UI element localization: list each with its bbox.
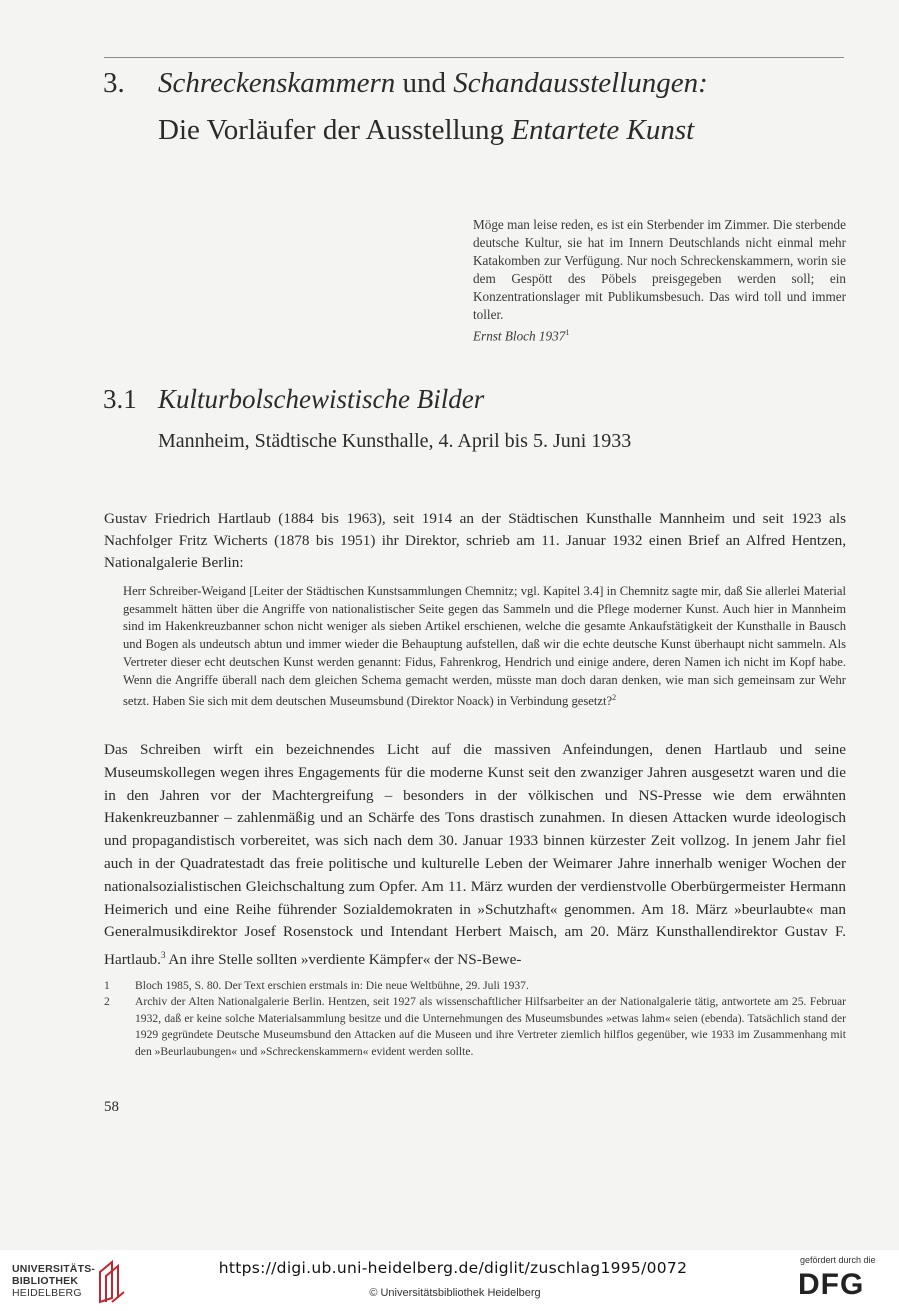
dfg-logo[interactable]: DFG bbox=[798, 1268, 865, 1301]
chapter-title-plain: Die Vorläufer der Ausstellung bbox=[158, 114, 512, 146]
epigraph-author: Ernst Bloch 1937 bbox=[473, 328, 566, 344]
section-number: 3.1 bbox=[103, 384, 137, 414]
footnote-number: 1 bbox=[104, 979, 110, 992]
section-subtitle: Mannheim, Städtische Kunsthalle, 4. April bis 5. Juni 1933 bbox=[158, 430, 632, 452]
logo-text bbox=[12, 1263, 95, 1299]
body-paragraph-2-text: Das Schreiben wirft ein bezeichnendes Licht auf die massiven Anfeindungen, denen Hartlaub und seine Museumskollegen wegen ihres Engagements für die moderne Kunst seit den zwanziger Jahren ausgesetzt waren und die in den Jahren vor der Machtergreifung – besonders in der völkischen und NS-Presse wie dem erwähnten Hakenkreuzbanner – zahlenmäßig und an Schärfe des Tons drastisch zunahmen. In diesen Attacken wurde ideologisch und propagandistisch vorbereitet, was sich nach dem 30. Januar 1933 binnen kürzester Zeit vollzog. In jenem Jahr fiel auch in der Quadratestadt das freie politische und kulturelle Leben der Weimarer Jahre innerhalb weniger Wochen der nationalsozialistischen Gleichschaltung zum Opfer. Am 11. März wurden der verdienstvolle Oberbürgermeister Hermann Heimerich und eine Reihe führender Sozialdemokraten in »Schutzhaft« genommen. Am 18. März »beurlaubte« man Generalmusikdirektor Josef Rosenstock und Intendant Herbert Maisch, am 20. März Kunsthallendirektor Gustav F. Hartlaub. bbox=[104, 741, 846, 969]
logo-line3: HEIDELBERG bbox=[12, 1287, 82, 1299]
logo-line1: UNIVERSITÄTS- bbox=[12, 1263, 96, 1275]
chapter-title-line1 bbox=[158, 67, 708, 100]
chapter-title-italic-a: Schreckenskammern bbox=[158, 67, 396, 99]
epigraph-footnote-ref: 1 bbox=[565, 328, 570, 337]
section-title: Kulturbolschewistische Bilder bbox=[158, 384, 485, 414]
body-paragraph-2 bbox=[104, 739, 846, 972]
quote-footnote-ref: 2 bbox=[612, 693, 617, 703]
page-url-link[interactable]: https://digi.ub.uni-heidelberg.de/diglit/zuschlag1995/0072 bbox=[218, 1259, 688, 1277]
footnote-text: Bloch 1985, S. 80. Der Text erschien erstmals in: Die neue Weltbühne, 29. Juli 1937. bbox=[135, 979, 529, 992]
footnote bbox=[104, 994, 846, 1060]
dfg-label: gefördert durch die bbox=[800, 1255, 876, 1265]
epigraph bbox=[473, 216, 846, 345]
footnote-text: Archiv der Alten Nationalgalerie Berlin. Hentzen, seit 1927 als wissenschaftlicher Hilfsarbeiter an der Nationalgalerie tätig, antwortete am 25. Februar 1932, daß er keine solche Materialsammlung besitze und die Unternehmungen des Museumsbundes »etwas lahm« seien (ebenda). Tatsächlich stand der 1929 gegründete Deutsche Museumsbund den Attacken auf die Museen und ihre Vertreter ziemlich hilflos gegenüber, wie 1933 im Zusammenhang mit den »Beurlaubungen« und »Schreckenskammern« evident werden sollte. bbox=[135, 995, 846, 1058]
chapter-title-line2 bbox=[158, 114, 694, 147]
chapter-title-mid: und bbox=[395, 67, 454, 99]
chapter-number: 3. bbox=[103, 67, 125, 99]
block-quote-text: Herr Schreiber-Weigand [Leiter der Städtischen Kunstsammlungen Chemnitz; vgl. Kapitel 3.4] in Chemnitz sagte mir, daß Sie allerlei Material gesammelt hätten über die Angriffe von nationalistischer Seite gegen das Sammeln und die Pflege moderner Kunst. Auch hier in Mannheim sind im Hakenkreuzbanner schon nicht weniger als sieben Artikel erschienen, welche die gesamte Ankaufstätigkeit der Kunsthalle in Bausch und Bogen als undeutsch abtun und immer wieder die Behauptung aufstellen, daß wir die echte deutsche Kunst überhaupt nicht sammeln. Als Vertreter dieser echt deutschen Kunst werden genannt: Fidus, Fahrenkrog, Hendrich und einige andere, deren Namen ich nicht im Kopf habe. Wenn die Angriffe überall nach dem gleichen Schema gemacht werden, müsste man doch daran denken, wie man sich gemeinsam zur Wehr setzt. Haben Sie sich mit dem deutschen Museumsbund (Direktor Noack) in Verbindung gesetzt? bbox=[123, 584, 846, 709]
top-rule bbox=[104, 57, 844, 58]
copyright-notice: © Universitätsbibliothek Heidelberg bbox=[369, 1287, 541, 1299]
chapter-title-italic-b: Schandausstellungen: bbox=[453, 67, 708, 99]
footnotes bbox=[104, 978, 846, 1060]
library-emblem-icon bbox=[96, 1258, 130, 1304]
ub-heidelberg-logo[interactable] bbox=[12, 1258, 130, 1304]
epigraph-text: Möge man leise reden, es ist ein Sterbender im Zimmer. Die sterbende deutsche Kultur, sie hat im Innern Deutschlands nicht einmal mehr Katakomben zur Verfügung. Nur noch Schreckenskammern, worin sie dem Gespött des Pöbels preisgegeben werden soll; ein Konzentrationslager mit Publikumsbesuch. Das wird toll und immer toller. bbox=[473, 217, 846, 322]
para2-footnote-ref: 3 bbox=[160, 950, 166, 961]
logo-line2: BIBLIOTHEK bbox=[12, 1275, 79, 1287]
page-number: 58 bbox=[104, 1099, 119, 1115]
footnote-number: 2 bbox=[104, 995, 110, 1009]
body-paragraph-2-tail: An ihre Stelle sollten »verdiente Kämpfer« der NS-Bewe- bbox=[165, 951, 522, 969]
block-quote bbox=[123, 583, 846, 711]
epigraph-attribution bbox=[473, 324, 846, 345]
body-paragraph-1: Gustav Friedrich Hartlaub (1884 bis 1963), seit 1914 an der Städtischen Kunsthalle Mannheim und seit 1923 als Nachfolger Fritz Wicherts (1878 bis 1951) ihr Direktor, schrieb am 11. Januar 1932 einen Brief an Alfred Hentzen, Nationalgalerie Berlin: bbox=[104, 510, 846, 571]
footnote bbox=[104, 978, 846, 994]
chapter-title-italic-c: Entartete Kunst bbox=[511, 114, 695, 146]
